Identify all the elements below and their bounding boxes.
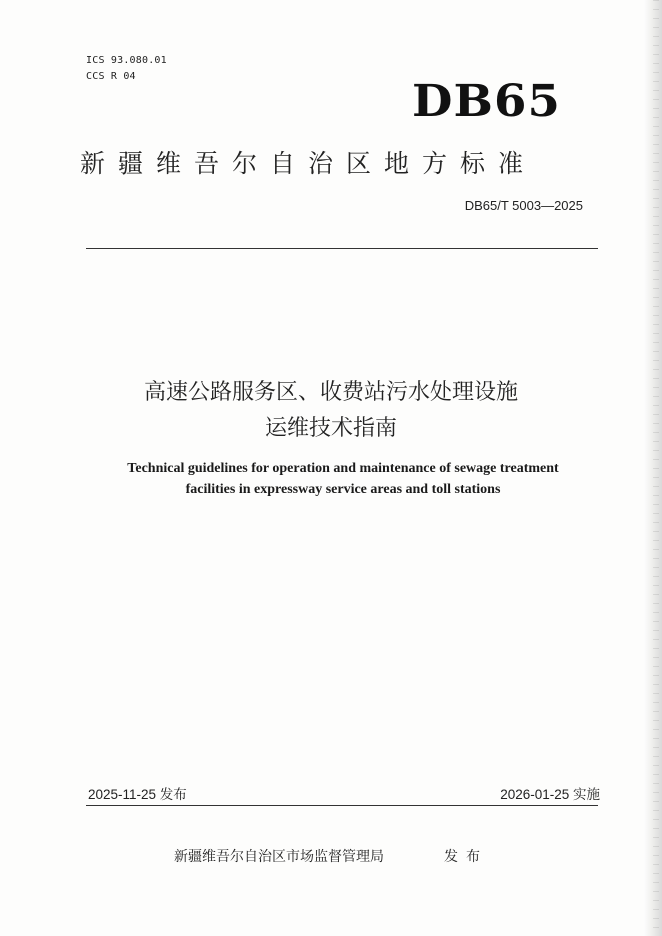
issuer-verb: 发布 — [444, 849, 488, 865]
ccs-code: CCS R 04 — [86, 71, 136, 82]
title-cn-line2: 运维技术指南 — [264, 416, 397, 441]
top-divider — [86, 248, 598, 249]
issuer-name: 新疆维吾尔自治区市场监督管理局 — [174, 849, 384, 865]
title-en-line2: facilities in expressway service areas and toll stations — [185, 482, 501, 497]
implement-date: 2026-01-25 实施 — [500, 787, 600, 802]
publish-date: 2025-11-25 发布 — [88, 787, 187, 802]
title-cn-line1: 高速公路服务区、收费站污水处理设施 — [143, 380, 518, 405]
standard-number: DB65/T 5003—2025 — [464, 198, 583, 213]
db65-logo: DB65 — [412, 76, 562, 127]
bottom-divider — [86, 805, 598, 806]
standard-type-heading: 新疆维吾尔自治区地方标准 — [80, 149, 537, 178]
ics-code: ICS 93.080.01 — [86, 55, 167, 66]
title-en-line1: Technical guidelines for operation and maintenance of sewage treatment — [127, 461, 559, 476]
